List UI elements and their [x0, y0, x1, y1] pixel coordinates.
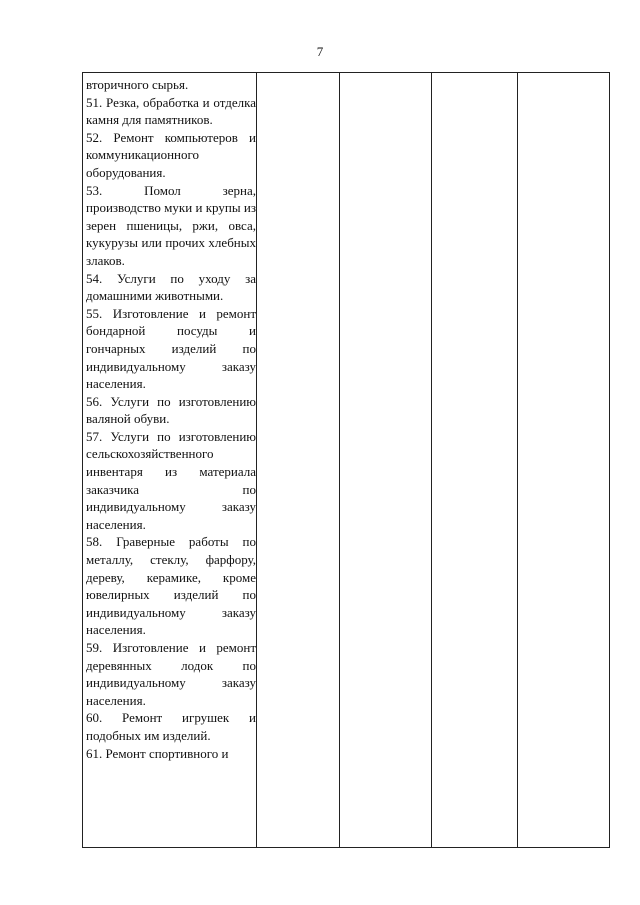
- column-divider-3: [431, 73, 432, 847]
- page-number: 7: [316, 44, 324, 59]
- column-divider-1: [256, 73, 257, 847]
- list-item: вторичного сырья.: [86, 77, 189, 92]
- activity-table: [82, 72, 610, 848]
- list-item: 58. Граверные работы по металлу, стеклу, фарфору, дереву, керамике, кроме ювелирных изделий по индивидуальному заказу населения.: [86, 534, 256, 638]
- list-item: 55. Изготовление и ремонт бондарной посуды и гончарных изделий по индивидуальному заказу населения.: [86, 305, 256, 392]
- activity-list-cell: [86, 76, 256, 762]
- list-item: 61. Ремонт спортивного и: [86, 745, 229, 761]
- column-divider-4: [517, 73, 518, 847]
- list-item: 60. Ремонт игрушек и подобных им изделий.: [86, 710, 256, 743]
- list-item: 56. Услуги по изготовлению валяной обуви.: [86, 393, 256, 427]
- list-item: 57. Услуги по изготовлению сельскохозяйственного инвентаря из материала заказчика по индивидуальному заказу населения.: [86, 428, 256, 532]
- list-item: 54. Услуги по уходу за домашними животными.: [86, 270, 256, 304]
- list-item: 59. Изготовление и ремонт деревянных лодок по индивидуальному заказу населения.: [86, 640, 256, 708]
- column-divider-2: [339, 73, 340, 847]
- list-item: 53. Помол зерна, производство муки и крупы из зерен пшеницы, ржи, овса, кукурузы или прочих хлебных злаков.: [86, 182, 256, 268]
- list-item: 51. Резка, обработка и отделка камня для памятников.: [86, 94, 256, 128]
- list-item: 52. Ремонт компьютеров и коммуникационного оборудования.: [86, 129, 256, 180]
